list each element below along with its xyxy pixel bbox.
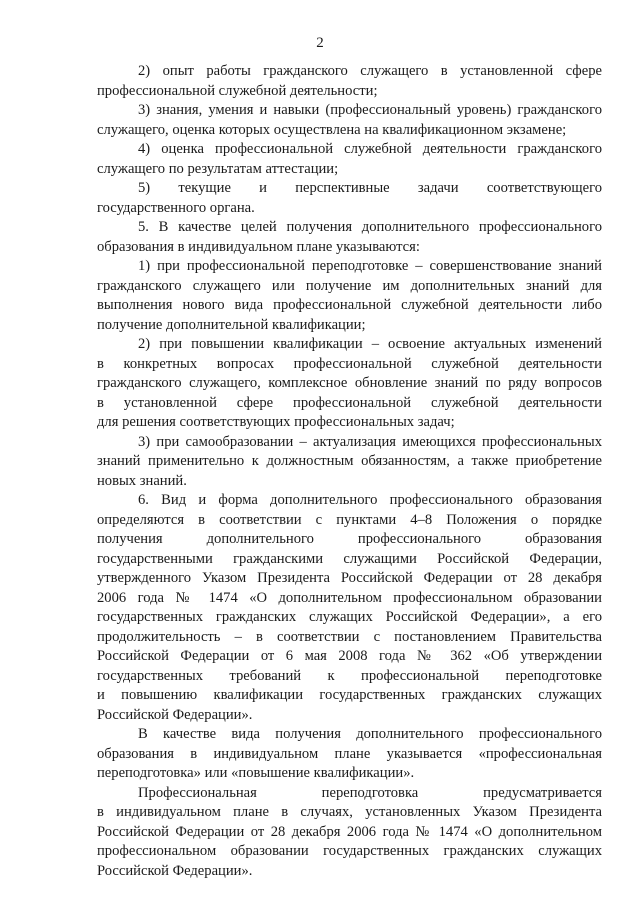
text-line: образования в индивидуальном плане указывается «профессиональная [97,745,602,762]
text-line: Профессиональная переподготовка предусматривается [138,784,602,801]
text-line: 3) при самообразовании – актуализация имеющихся профессиональных [138,433,602,450]
text-line: Российской Федерации от 28 декабря 2006 года № 1474 «О дополнительном [97,823,602,840]
paragraph [97,179,602,218]
text-line: государственного органа. [97,199,255,216]
paragraph [97,257,602,335]
text-line: выполнения нового вида профессиональной служебной деятельности либо [97,297,602,313]
text-line: получение дополнительной квалификации; [97,316,366,333]
text-line: служащего по результатам аттестации; [97,160,339,177]
text-line: знаний применительно к должностным обязанностям, а также приобретение [97,453,602,469]
text-line: и повышению квалификации государственных гражданских служащих [97,687,602,703]
text-line: Российской Федерации». [97,862,253,879]
text-line: получения дополнительного профессионального образования [97,531,602,547]
paragraph [97,433,602,492]
text-line: государственных требований к профессиональной переподготовке [97,667,602,684]
paragraph [97,725,602,784]
text-line: 2) опыт работы гражданского служащего в установленной сфере [138,63,602,79]
text-line: 1) при профессиональной переподготовке – совершенствование знаний [138,258,602,274]
text-line: В качестве вида получения дополнительного профессионального [138,726,602,742]
text-line: новых знаний. [97,472,187,489]
text-line: Российской Федерации». [97,706,253,723]
text-line: определяются в соответствии с пунктами 4–8 Положения о порядке [97,511,602,528]
text-line: профессиональном образовании государственных гражданских служащих [97,843,602,859]
paragraph [97,784,602,882]
text-line: продолжительность – в соответствии с постановлением Правительства [97,628,602,645]
text-line: гражданского служащего или получение им дополнительных знаний для [97,277,602,294]
text-line: 5. В качестве целей получения дополнительного профессионального [138,219,602,235]
text-line: государственными гражданскими служащими Российской Федерации, [97,550,602,567]
text-line: в индивидуальном плане в случаях, установленных Указом Президента [97,804,602,820]
paragraph [97,62,602,101]
text-line: гражданского служащего, комплексное обновление знаний по ряду вопросов [97,375,602,391]
text-line: 3) знания, умения и навыки (профессиональный уровень) гражданского [138,102,602,118]
text-line: в конкретных вопросах профессиональной служебной деятельности [97,355,602,372]
text-line: Российской Федерации от 6 мая 2008 года № 362 «Об утверждении [97,648,602,664]
text-line: 4) оценка профессиональной служебной деятельности гражданского [138,141,602,157]
text-line: утвержденного Указом Президента Российской Федерации от 28 декабря [97,570,602,586]
text-line: 2006 года № 1474 «О дополнительном профессиональном образовании [97,589,602,606]
document-body [97,62,602,881]
text-line: образования в индивидуальном плане указываются: [97,238,420,255]
paragraph [97,491,602,725]
paragraph [97,140,602,179]
text-line: 2) при повышении квалификации – освоение актуальных изменений [138,336,602,352]
paragraph [97,335,602,433]
paragraph [97,101,602,140]
text-line: в установленной сфере профессиональной служебной деятельности [97,394,602,411]
page-number: 2 [316,35,324,51]
text-line: переподготовка» или «повышение квалификации». [97,765,415,781]
text-line: государственных гражданских служащих Российской Федерации», а его [97,609,602,625]
text-line: 5) текущие и перспективные задачи соответствующего [138,180,602,196]
paragraph [97,218,602,257]
text-line: 6. Вид и форма дополнительного профессионального образования [138,492,602,508]
text-line: для решения соответствующих профессиональных задач; [97,414,455,430]
text-line: служащего, оценка которых осуществлена на квалификационном экзамене; [97,121,567,138]
text-line: профессиональной служебной деятельности; [97,82,378,99]
